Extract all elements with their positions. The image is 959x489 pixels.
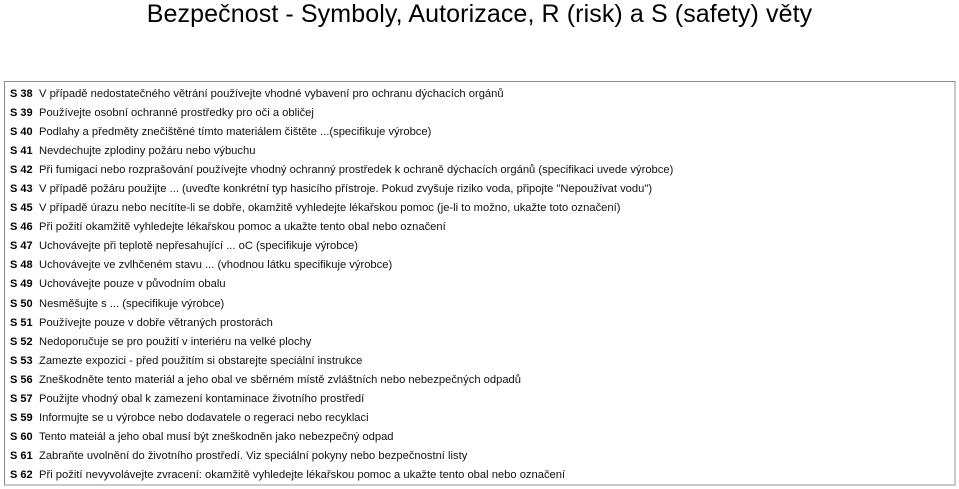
phrase-code: S 47 — [10, 240, 33, 253]
phrase-code: S 43 — [10, 183, 33, 196]
list-item — [10, 314, 673, 333]
list-item — [10, 199, 673, 218]
phrase-code: S 57 — [10, 392, 33, 405]
phrase-text: Nevdechujte zplodiny požáru nebo výbuchu — [39, 145, 256, 158]
list-item — [10, 466, 673, 485]
list-item — [10, 352, 673, 371]
safety-phrases-list — [10, 85, 673, 485]
page-title: Bezpečnost - Symboly, Autorizace, R (risk) a S (safety) věty — [146, 0, 813, 28]
phrase-text: Při fumigaci nebo rozprašování používejte vhodný ochranný prostředek k ochraně dýchacích orgánů (specifikaci uvede výrobce) — [39, 164, 674, 177]
phrase-code: S 41 — [10, 145, 33, 158]
phrase-code: S 38 — [10, 88, 33, 101]
phrase-text: Tento mateiál a jeho obal musí být zneškodněn jako nebezpečný odpad — [39, 430, 394, 443]
phrase-text: Při požití nevyvolávejte zvracení: okamžitě vyhledejte lékařskou pomoc a ukažte tento obal nebo označení — [39, 468, 566, 481]
list-item — [10, 447, 673, 466]
phrase-code: S 48 — [10, 259, 33, 272]
phrase-text: Informujte se u výrobce nebo dodavatele o regeraci nebo recyklaci — [39, 411, 369, 424]
list-item — [10, 295, 673, 314]
phrase-text: Nesměšujte s ... (specifikuje výrobce) — [39, 297, 225, 310]
list-item — [10, 390, 673, 409]
list-item — [10, 237, 673, 256]
phrase-text: Při požití okamžitě vyhledejte lékařskou pomoc a ukažte tento obal nebo označení — [39, 221, 446, 234]
phrase-text: Uchovávejte pouze v původním obalu — [39, 278, 226, 291]
phrase-code: S 46 — [10, 221, 33, 234]
phrase-code: S 39 — [10, 107, 33, 120]
list-item — [10, 180, 673, 199]
safety-phrases-panel — [4, 81, 956, 486]
list-item — [10, 256, 673, 275]
phrase-code: S 42 — [10, 164, 33, 177]
phrase-text: Zamezte expozici - před použitím si obstarejte speciální instrukce — [39, 354, 363, 367]
phrase-text: Uchovávejte ve zvlhčeném stavu ... (vhodnou látku specifikuje výrobce) — [39, 259, 393, 272]
list-item — [10, 123, 673, 142]
phrase-text: Nedoporučuje se pro použití v interiéru na velké plochy — [39, 335, 312, 348]
phrase-code: S 51 — [10, 316, 33, 329]
phrase-code: S 45 — [10, 202, 33, 215]
phrase-text: V případě úrazu nebo necítíte-li se dobře, okamžitě vyhledejte lékařskou pomoc (je-li to možno, ukažte toto označení) — [39, 202, 621, 215]
phrase-text: Používejte pouze v dobře větraných prostorách — [39, 316, 273, 329]
phrase-code: S 50 — [10, 297, 33, 310]
phrase-text: V případě nedostatečného větrání používejte vhodné vybavení pro ochranu dýchacích orgánů — [39, 88, 504, 101]
phrase-text: Použijte vhodný obal k zamezení kontaminace životního prostředí — [39, 392, 365, 405]
list-item — [10, 409, 673, 428]
list-item — [10, 333, 673, 352]
phrase-text: Používejte osobní ochranné prostředky pro oči a obličej — [39, 107, 314, 120]
list-item — [10, 275, 673, 294]
phrase-code: S 53 — [10, 354, 33, 367]
phrase-code: S 60 — [10, 430, 33, 443]
list-item — [10, 218, 673, 237]
phrase-code: S 61 — [10, 449, 33, 462]
list-item — [10, 428, 673, 447]
phrase-text: Podlahy a předměty znečištěné tímto materiálem čištěte ...(specifikuje výrobce) — [39, 126, 432, 139]
list-item — [10, 371, 673, 390]
phrase-code: S 52 — [10, 335, 33, 348]
phrase-code: S 59 — [10, 411, 33, 424]
list-item — [10, 161, 673, 180]
phrase-text: Zneškodněte tento materiál a jeho obal ve sběrném místě zvláštních nebo nebezpečných odpadů — [39, 373, 521, 386]
phrase-code: S 49 — [10, 278, 33, 291]
list-item — [10, 104, 673, 123]
list-item — [10, 142, 673, 161]
phrase-text: V případě požáru použijte ... (uveďte konkrétní typ hasicího přístroje. Pokud zvyšuje riziko voda, připojte "Nepoužívat vodu") — [39, 183, 653, 196]
phrase-code: S 40 — [10, 126, 33, 139]
phrase-code: S 56 — [10, 373, 33, 386]
phrase-text: Zabraňte uvolnění do životního prostředí. Viz speciální pokyny nebo bezpečnostní listy — [39, 449, 468, 462]
list-item — [10, 85, 673, 104]
phrase-code: S 62 — [10, 468, 33, 481]
phrase-text: Uchovávejte při teplotě nepřesahující ... oC (specifikuje výrobce) — [39, 240, 358, 253]
